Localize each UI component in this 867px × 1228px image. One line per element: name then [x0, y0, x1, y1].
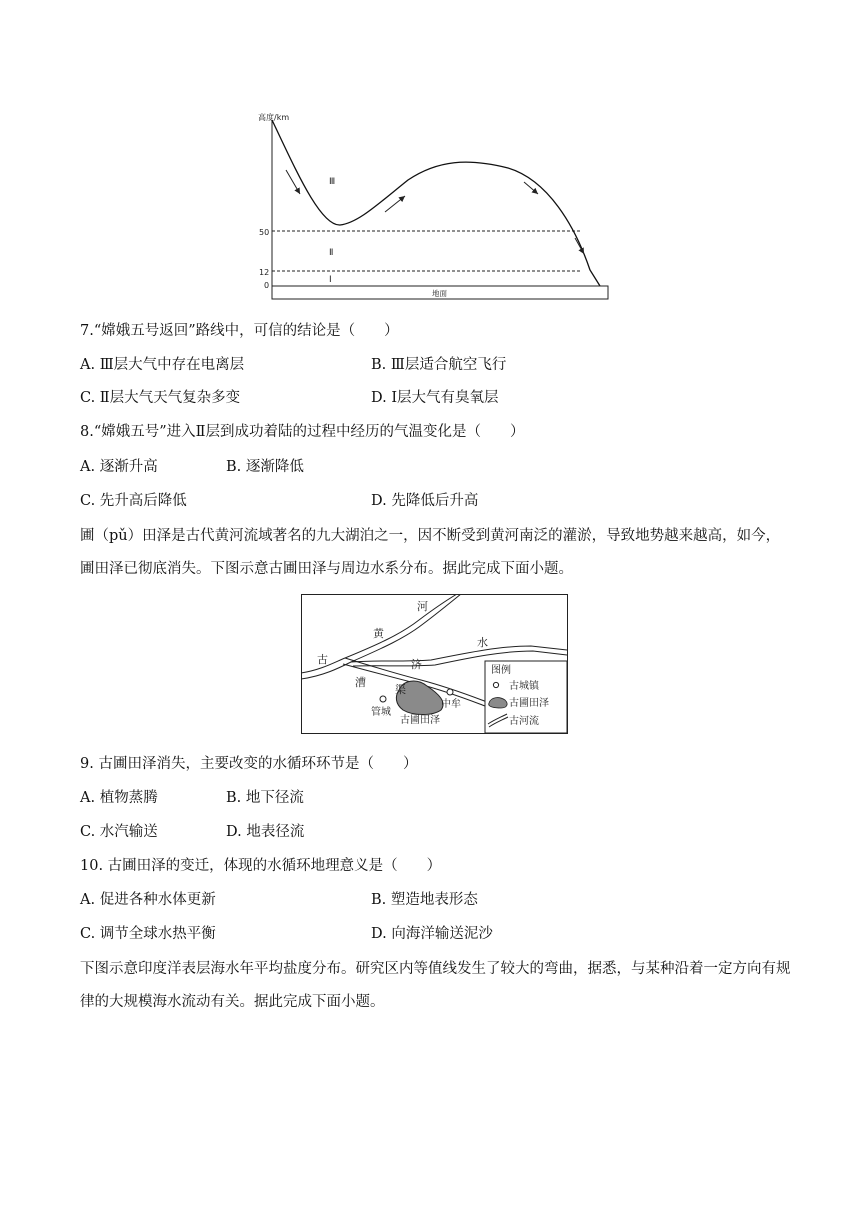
q9-option-a[interactable]: A. 植物蒸腾 — [80, 790, 158, 806]
q10-option-b[interactable]: B. 塑造地表形态 — [371, 892, 478, 908]
legend-lake-icon — [489, 698, 507, 708]
direction-arrow — [575, 238, 584, 254]
label-qu: 渠 — [395, 683, 406, 696]
q7-option-a[interactable]: A. Ⅲ层大气中存在电离层 — [80, 357, 245, 373]
q8-option-a[interactable]: A. 逐渐升高 — [80, 459, 158, 475]
q9-stem: 9. 古圃田泽消失，主要改变的水循环环节是（ ） — [80, 756, 418, 772]
label-gu: 古 — [317, 653, 328, 666]
layer-1-label: Ⅰ — [329, 275, 332, 285]
q10-option-d[interactable]: D. 向海洋输送泥沙 — [371, 926, 493, 942]
q9-option-c[interactable]: C. 水汽输送 — [80, 824, 158, 840]
q7-option-b[interactable]: B. Ⅲ层适合航空飞行 — [371, 357, 507, 373]
legend-title: 图例 — [491, 665, 511, 676]
passage-indian-ocean: 下图示意印度洋表层海水年平均盐度分布。研究区内等值线发生了较大的弯曲，据悉，与某种沿着一定方向有规律的大规模海水流动有关。据此完成下面小题。 — [80, 961, 791, 1010]
town-guancheng — [380, 696, 386, 702]
label-zhongmou: 中牟 — [441, 699, 461, 710]
layer-3-label: Ⅲ — [329, 177, 336, 187]
legend-town-icon — [493, 682, 498, 687]
legend-lake: 古圃田泽 — [509, 698, 549, 709]
q10-option-a[interactable]: A. 促进各种水体更新 — [80, 892, 216, 908]
q9-option-d[interactable]: D. 地表径流 — [226, 824, 305, 840]
q7-option-d[interactable]: D. Ⅰ层大气有臭氧层 — [371, 390, 499, 406]
town-zhongmou — [447, 689, 453, 695]
ground-label: 地面 — [432, 289, 447, 298]
label-huang: 黄 — [373, 627, 384, 640]
q9-option-b[interactable]: B. 地下径流 — [226, 790, 304, 806]
passage-putian: 圃（pǔ）田泽是古代黄河流域著名的九大湖泊之一，因不断受到黄河南泛的灌淤，导致地势越来越高，如今，圃田泽已彻底消失。下图示意古圃田泽与周边水系分布。据此完成下面小题。 — [80, 528, 781, 577]
label-shui: 水 — [477, 636, 488, 649]
tick-12: 12 — [259, 268, 270, 277]
putian-lake-map — [301, 594, 569, 736]
direction-arrow — [385, 196, 405, 212]
q7-stem: 7.“嫦娥五号返回”路线中，可信的结论是（ ） — [80, 323, 399, 339]
legend-river: 古河流 — [509, 716, 539, 727]
label-guancheng: 管城 — [371, 707, 391, 718]
label-he: 河 — [417, 600, 428, 613]
q8-option-d[interactable]: D. 先降低后升高 — [371, 493, 479, 509]
legend-town: 古城镇 — [509, 681, 539, 692]
q8-stem: 8.“嫦娥五号”进入Ⅱ层到成功着陆的过程中经历的气温变化是（ ） — [80, 424, 525, 440]
label-lake: 古圃田泽 — [400, 715, 440, 726]
q8-option-b[interactable]: B. 逐渐降低 — [226, 459, 304, 475]
layer-2-label: Ⅱ — [329, 248, 334, 258]
q8-option-c[interactable]: C. 先升高后降低 — [80, 493, 187, 509]
label-cao: 漕 — [355, 676, 366, 689]
tick-50: 50 — [259, 228, 270, 237]
q10-stem: 10. 古圃田泽的变迁，体现的水循环地理意义是（ ） — [80, 858, 442, 874]
return-trajectory — [272, 120, 600, 286]
tick-0: 0 — [264, 281, 270, 290]
q10-option-c[interactable]: C. 调节全球水热平衡 — [80, 926, 216, 942]
label-ji: 济 — [411, 658, 422, 671]
q7-option-c[interactable]: C. Ⅱ层大气天气复杂多变 — [80, 390, 241, 406]
map-legend — [485, 661, 567, 733]
y-axis-label: 高度/km — [258, 113, 290, 122]
atmosphere-trajectory-figure — [250, 108, 620, 304]
